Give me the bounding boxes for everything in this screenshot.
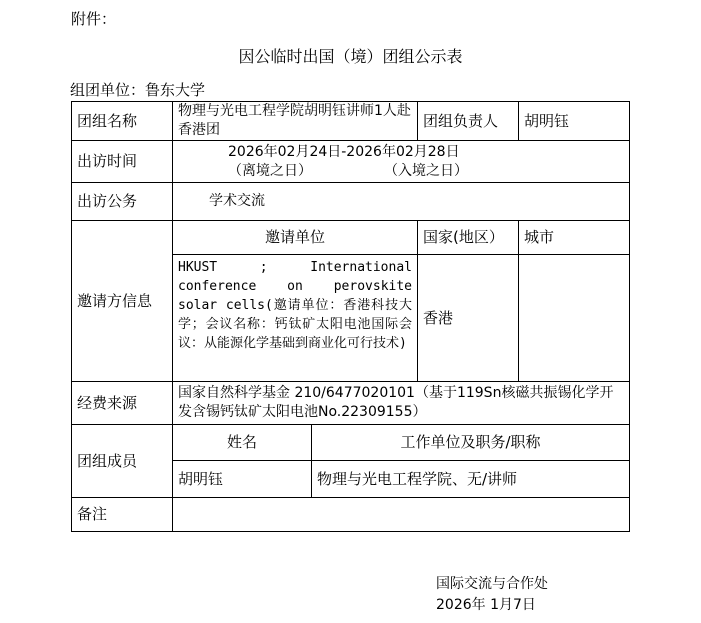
leader-value: 胡明钰 [519,102,630,141]
visit-time-cell [173,141,630,183]
member-unit: 物理与光电工程学院、无/讲师 [312,461,630,498]
members-col-name: 姓名 [173,425,312,461]
organizer-label: 组团单位： [70,81,146,99]
issue-date: 2026年 1月7日 [436,597,536,613]
inviter-header-row [72,221,630,255]
inviter-col-city: 城市 [519,221,630,255]
group-name-value: 物理与光电工程学院胡明钰讲师1人赴香港团 [173,102,418,141]
visit-time-label: 出访时间 [72,141,173,183]
funding-label: 经费来源 [72,382,173,425]
visit-time-value: 2026年02月24日-2026年02月28日 [228,143,460,160]
remarks-label: 备注 [72,498,173,532]
enter-note: （入境之日） [384,162,468,179]
disclosure-table [71,101,630,532]
members-header-row [72,425,630,461]
members-label: 团组成员 [72,425,173,498]
remarks-value [173,498,630,532]
members-col-unit: 工作单位及职务/职称 [312,425,630,461]
organizer-value: 鲁东大学 [145,81,206,99]
mission-row [72,183,630,221]
member-name: 胡明钰 [173,461,312,498]
visit-time-notes [228,162,624,181]
remarks-row [72,498,630,532]
inviter-city-value [519,255,630,382]
attachment-label: 附件： [71,10,117,28]
issuing-department: 国际交流与合作处 [436,576,548,592]
inviter-col-unit: 邀请单位 [173,221,418,255]
page-title: 因公临时出国（境）团组公示表 [238,47,463,66]
depart-note: （离境之日） [228,162,312,179]
funding-row [72,382,630,425]
inviter-label: 邀请方信息 [72,221,173,382]
inviter-unit-value: HKUST ; International conference on perovskite solar cells(邀请单位：香港科技大学；会议名称：钙钛矿太阳电池国际会议：从能源化学基础到商业化可行技术) [173,255,418,382]
group-name-row [72,102,630,141]
inviter-col-country: 国家(地区） [418,221,519,255]
group-name-label: 团组名称 [72,102,173,141]
inviter-country-value: 香港 [418,255,519,382]
visit-time-row [72,141,630,183]
organizer-line [70,79,205,100]
mission-value: 学术交流 [173,183,630,221]
leader-label: 团组负责人 [418,102,519,141]
funding-value: 国家自然科学基金 210/6477020101（基于119Sn核磁共振锡化学开发含锡钙钛矿太阳电池No.22309155） [173,382,630,425]
mission-label: 出访公务 [72,183,173,221]
